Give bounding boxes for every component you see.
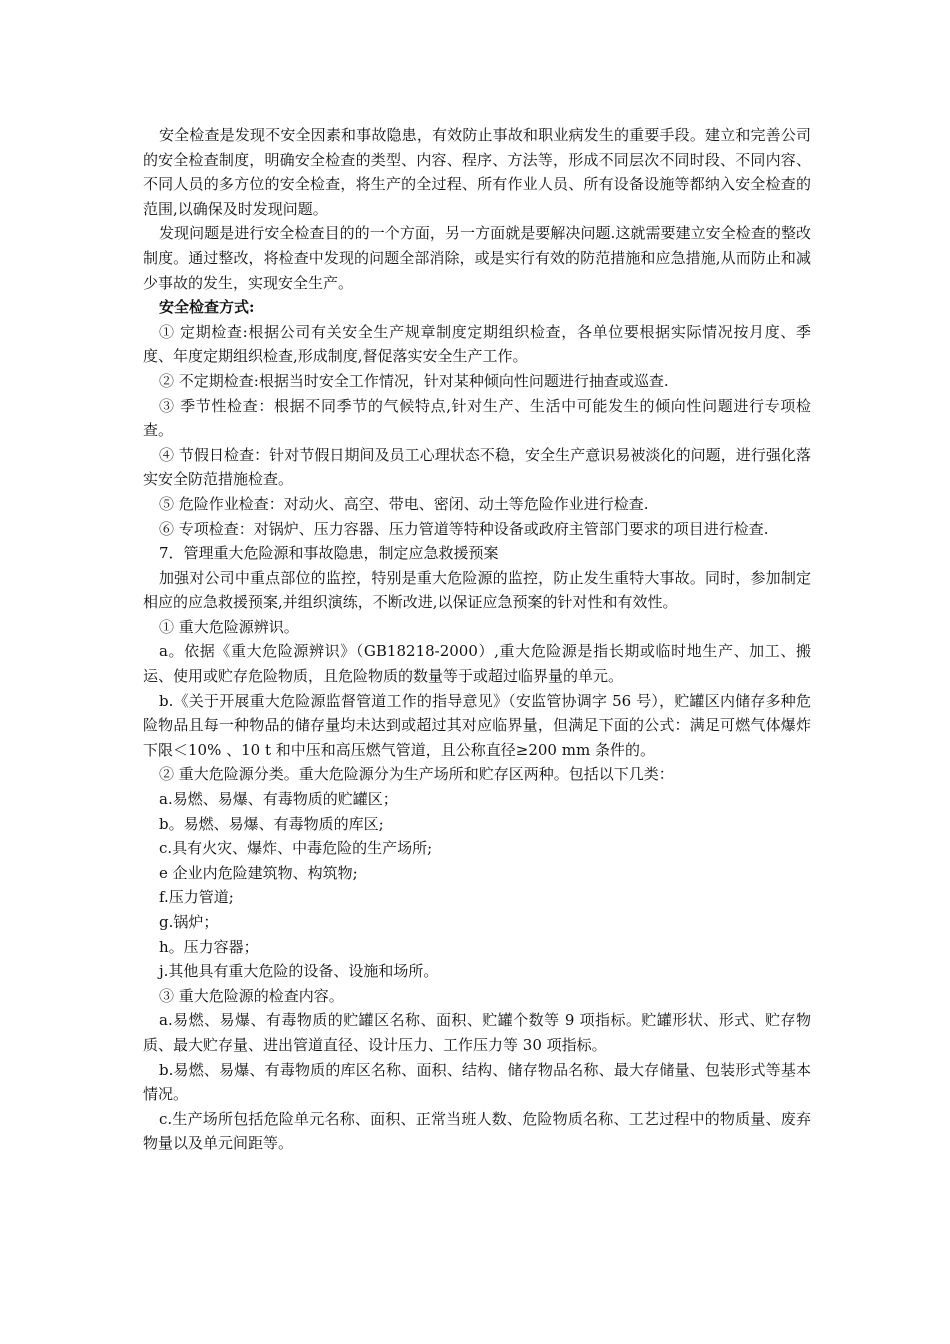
paragraph: 发现问题是进行安全检查目的的一个方面，另一方面就是要解决问题.这就需要建立安全检查的整改制度。通过整改，将检查中发现的问题全部消除，或是实行有效的防范措施和应急措施,从而防止和减少事故的发生，实现安全生产。 [143, 224, 811, 292]
list-item: ③ 季节性检查：根据不同季节的气候特点,针对生产、生活中可能发生的倾向性问题进行专项检查。 [143, 396, 811, 440]
list-item: b。易燃、易爆、有毒物质的库区; [159, 814, 384, 833]
list-item: ② 不定期检查:根据当时安全工作情况，针对某种倾向性问题进行抽查或巡查. [159, 371, 669, 390]
paragraph: a.易燃、易爆、有毒物质的贮罐区名称、面积、贮罐个数等 9 项指标。贮罐形状、形式、贮存物质、最大贮存量、进出管道直径、设计压力、工作压力等 30 项指标。 [143, 1011, 811, 1054]
paragraph: 加强对公司中重点部位的监控，特别是重大危险源的监控，防止发生重特大事故。同时，参加制定相应的应急救援预案,并组织演练，不断改进,以保证应急预案的针对性和有效性。 [143, 568, 811, 612]
section-heading: 7．管理重大危险源和事故隐患，制定应急救援预案 [159, 544, 499, 563]
list-item: g.锅炉； [159, 913, 219, 931]
list-item: ① 重大危险源辨识。 [159, 617, 299, 636]
list-item: e 企业内危险建筑物、构筑物; [159, 863, 358, 882]
list-item: ⑥ 专项检查：对锅炉、压力容器、压力管道等特种设备或政府主管部门要求的项目进行检查. [159, 519, 769, 538]
paragraph: b.易燃、易爆、有毒物质的库区名称、面积、结构、储存物品名称、最大存储量、包装形式等基本情况。 [143, 1060, 811, 1104]
list-item: c.具有火灾、爆炸、中毒危险的生产场所; [159, 839, 433, 858]
list-item: ③ 重大危险源的检查内容。 [159, 986, 344, 1005]
list-item: ② 重大危险源分类。重大危险源分为生产场所和贮存区两种。包括以下几类： [159, 765, 674, 784]
paragraph: 安全检查是发现不安全因素和事故隐患，有效防止事故和职业病发生的重要手段。建立和完善公司的安全检查制度，明确安全检查的类型、内容、程序、方法等，形成不同层次不同时段、不同内容、不同人员的多方位的安全检查，将生产的全过程、所有作业人员、所有设备设施等都纳入安全检查的范围,以确保及时发现问题。 [143, 126, 811, 218]
list-item: ④ 节假日检查：针对节假日期间及员工心理状态不稳，安全生产意识易被淡化的问题，进行强化落实安全防范措施检查。 [143, 445, 811, 489]
list-item: j.其他具有重大危险的设备、设施和场所。 [159, 962, 439, 981]
list-item: h。压力容器； [159, 937, 259, 956]
paragraph: c.生产场所包括危险单元名称、面积、正常当班人数、危险物质名称、工艺过程中的物质量、废弃物量以及单元间距等。 [143, 1109, 811, 1153]
paragraph: b.《关于开展重大危险源监督管道工作的指导意见》（安监管协调字 56 号），贮罐区内储存多种危险物品且每一种物品的储存量均未达到或超过其对应临界量，但满足下面的公式：满足可燃气体爆炸下限＜10% 、10 t 和中压和高压燃气管道，且公称直径≥200 mm 条件的。 [143, 691, 811, 759]
paragraph: a。依据《重大危险源辨识》（GB18218-2000）,重大危险源是指长期或临时地生产、加工、搬运、使用或贮存危险物质，且危险物质的数量等于或超过临界量的单元。 [143, 642, 811, 686]
document-body [143, 123, 811, 1156]
section-heading: 安全检查方式: [159, 298, 255, 317]
list-item: f.压力管道; [159, 888, 234, 907]
list-item: a.易燃、易爆、有毒物质的贮罐区； [159, 790, 398, 809]
list-item: ⑤ 危险作业检查：对动火、高空、带电、密闭、动土等危险作业进行检查. [159, 494, 649, 513]
list-item: ① 定期检查:根据公司有关安全生产规章制度定期组织检查，各单位要根据实际情况按月度、季度、年度定期组织检查,形成制度,督促落实安全生产工作。 [143, 322, 811, 366]
